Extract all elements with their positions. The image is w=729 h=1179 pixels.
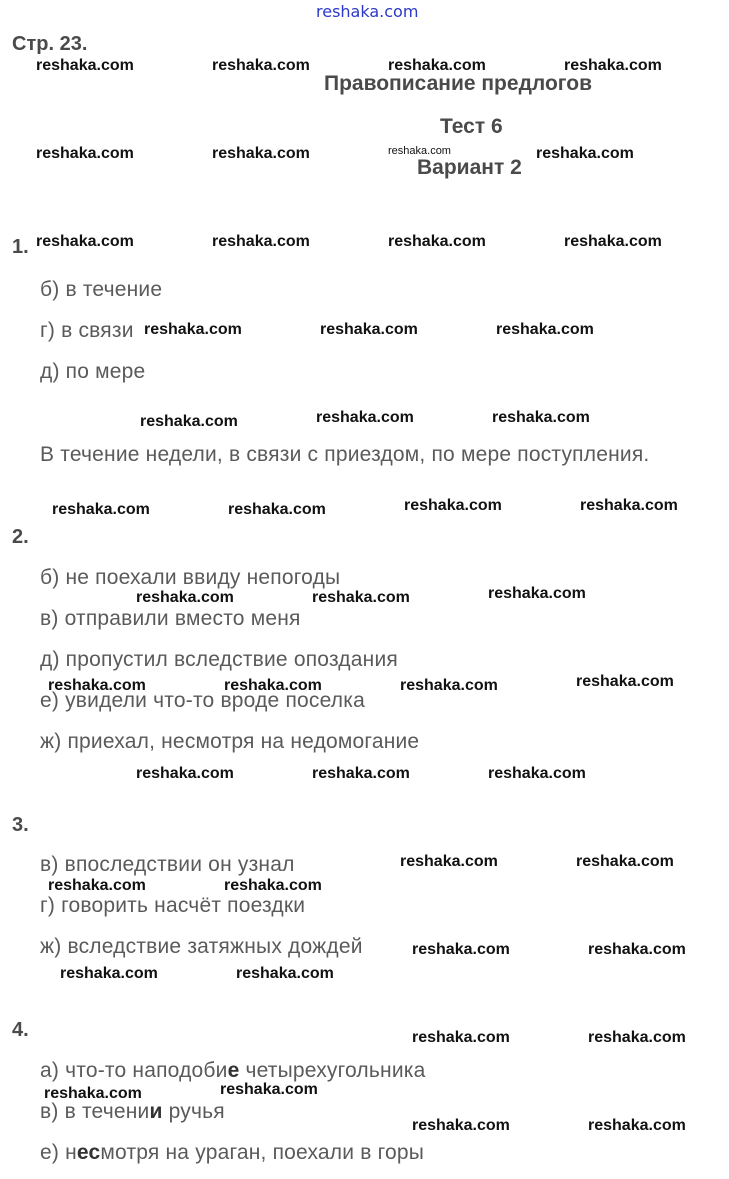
watermark: reshaka.com: [60, 965, 158, 982]
question-3-answer: в) впоследствии он узнал: [40, 853, 295, 876]
watermark: reshaka.com: [52, 501, 150, 518]
watermark: reshaka.com: [228, 501, 326, 518]
highlighted-letter: е: [227, 1059, 240, 1082]
watermark: reshaka.com: [588, 1029, 686, 1046]
question-1-sentence: В течение недели, в связи с приездом, по мере поступления.: [40, 443, 650, 466]
watermark: reshaka.com: [220, 1081, 318, 1098]
question-2-answer: д) пропустил вследствие опоздания: [40, 648, 398, 671]
watermark: reshaka.com: [496, 321, 594, 338]
watermark: reshaka.com: [316, 409, 414, 426]
test-label: Тест 6: [440, 115, 503, 138]
watermark: reshaka.com: [564, 57, 662, 74]
watermark: reshaka.com: [576, 853, 674, 870]
watermark: reshaka.com: [400, 677, 498, 694]
question-1-answer: г) в связи: [40, 319, 134, 342]
watermark: reshaka.com: [404, 497, 502, 514]
question-4-answer: [40, 1059, 426, 1083]
watermark: reshaka.com: [136, 589, 234, 606]
watermark: reshaka.com: [576, 673, 674, 690]
question-2-answer: б) не поехали ввиду непогоды: [40, 566, 341, 589]
watermark: reshaka.com: [412, 1029, 510, 1046]
watermark: reshaka.com: [312, 589, 410, 606]
watermark: reshaka.com: [488, 585, 586, 602]
answer-text: мотря на ураган, поехали в горы: [100, 1141, 425, 1164]
watermark: reshaka.com: [492, 409, 590, 426]
answer-text: е) н: [40, 1141, 77, 1164]
watermark: reshaka.com: [48, 677, 146, 694]
watermark: reshaka.com: [224, 677, 322, 694]
watermark: reshaka.com: [212, 57, 310, 74]
watermark: reshaka.com: [588, 1117, 686, 1134]
watermark: reshaka.com: [48, 877, 146, 894]
site-url-label[interactable]: reshaka.com: [316, 2, 419, 21]
question-1-number: 1.: [12, 236, 29, 258]
watermark: reshaka.com: [536, 145, 634, 162]
page-title: Правописание предлогов: [324, 72, 592, 95]
page-number-label: Стр. 23.: [12, 33, 88, 55]
watermark: reshaka.com: [136, 765, 234, 782]
highlighted-letter: ес: [76, 1141, 101, 1164]
watermark: reshaka.com: [388, 57, 486, 74]
watermark: reshaka.com: [400, 853, 498, 870]
watermark: reshaka.com: [412, 1117, 510, 1134]
question-2-answer: в) отправили вместо меня: [40, 607, 301, 630]
question-3-answer: ж) вследствие затяжных дождей: [40, 935, 363, 958]
watermark: reshaka.com: [236, 965, 334, 982]
question-2-number: 2.: [12, 526, 29, 548]
variant-label: Вариант 2: [417, 156, 522, 179]
answer-text: в) в течени: [40, 1100, 150, 1123]
watermark: reshaka.com: [320, 321, 418, 338]
watermark: reshaka.com: [564, 233, 662, 250]
question-4-answer: [40, 1141, 424, 1165]
question-2-answer: е) увидели что-то вроде поселка: [40, 689, 365, 712]
watermark: reshaka.com: [212, 145, 310, 162]
watermark: reshaka.com: [36, 233, 134, 250]
question-3-number: 3.: [12, 814, 29, 836]
watermark: reshaka.com: [44, 1085, 142, 1102]
watermark: reshaka.com: [36, 57, 134, 74]
answer-text: а) что-то наподоби: [40, 1059, 228, 1082]
answer-text: ручья: [162, 1100, 225, 1123]
question-1-answer: б) в течение: [40, 278, 163, 301]
watermark: reshaka.com: [212, 233, 310, 250]
watermark: reshaka.com: [388, 145, 451, 157]
question-1-answer: д) по мере: [40, 360, 146, 383]
watermark: reshaka.com: [312, 765, 410, 782]
watermark: reshaka.com: [144, 321, 242, 338]
watermark: reshaka.com: [140, 413, 238, 430]
watermark: reshaka.com: [588, 941, 686, 958]
question-4-answer: [40, 1100, 225, 1124]
watermark: reshaka.com: [580, 497, 678, 514]
question-4-number: 4.: [12, 1019, 29, 1041]
answer-text: четырехугольника: [239, 1059, 426, 1082]
watermark: reshaka.com: [388, 233, 486, 250]
watermark: reshaka.com: [412, 941, 510, 958]
watermark: reshaka.com: [488, 765, 586, 782]
question-3-answer: г) говорить насчёт поездки: [40, 894, 306, 917]
watermark: reshaka.com: [224, 877, 322, 894]
highlighted-letter: и: [149, 1100, 163, 1123]
question-2-answer: ж) приехал, несмотря на недомогание: [40, 730, 420, 753]
watermark: reshaka.com: [36, 145, 134, 162]
